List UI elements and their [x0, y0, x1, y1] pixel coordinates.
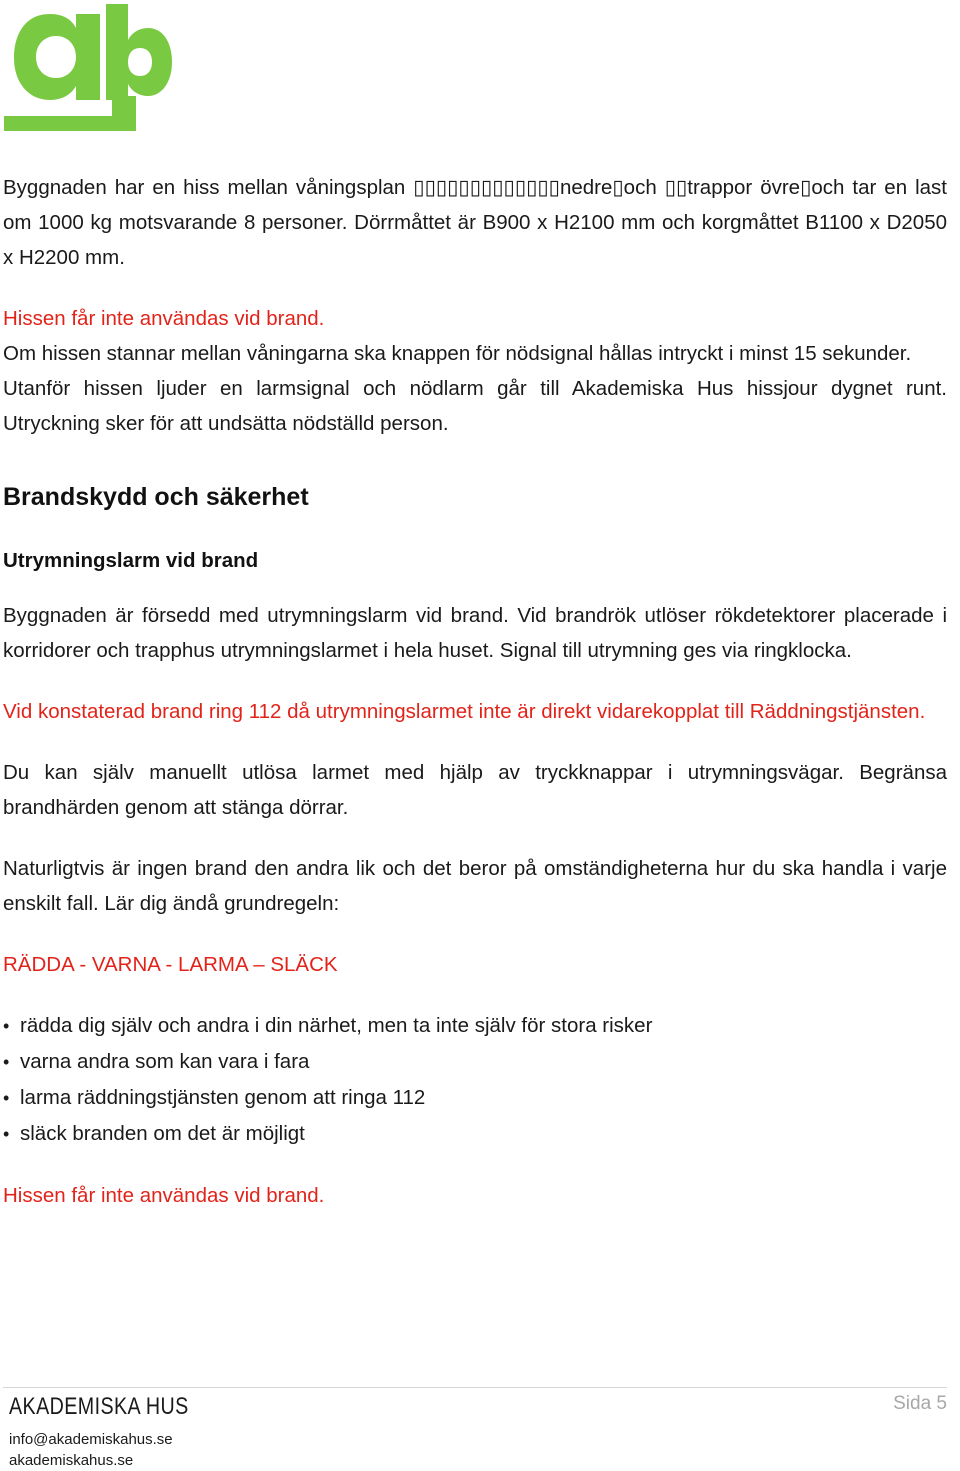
basic-rule-intro: Naturligtvis är ingen brand den andra lik och det beror på omständigheterna hur du ska handla i varje enskilt fall. Lär dig ändå grundregeln:: [3, 857, 947, 915]
list-item: • släck branden om det är möjligt: [3, 1116, 947, 1152]
akademiska-hus-logo: [2, 0, 174, 134]
bullet-icon: •: [3, 1052, 10, 1072]
list-item: • rädda dig själv och andra i din närhet, men ta inte själv för stora risker: [3, 1008, 947, 1044]
basic-rule: RÄDDA - VARNA - LARMA – SLÄCK: [3, 953, 338, 976]
call-112-warning: Vid konstaterad brand ring 112 då utrymningslarmet inte är direkt vidarekopplat till Räddningstjänsten.: [3, 700, 926, 723]
footer-brand: AKADEMISKA HUS: [9, 1393, 189, 1420]
lift-emergency-instruction: Om hissen stannar mellan våningarna ska knappen för nödsignal hållas intryckt i minst 15 sekunder.: [3, 342, 912, 365]
evacuation-alarm-description: Byggnaden är försedd med utrymningslarm vid brand. Vid brandrök utlöser rökdetektorer placerade i korridorer och trapphus utrymningslarmet i hela huset. Signal till utrymning ges via ringklocka.: [3, 604, 947, 662]
logo-letter-a: [14, 14, 100, 100]
section-title: Brandskydd och säkerhet: [3, 483, 309, 511]
document-body: [3, 170, 947, 1213]
footer-website[interactable]: akademiskahus.se: [9, 1452, 134, 1469]
final-lift-warning: Hissen får inte användas vid brand.: [3, 1184, 325, 1207]
lift-fire-warning: Hissen får inte användas vid brand.: [3, 307, 325, 330]
lift-alarm-info: Utanför hissen ljuder en larmsignal och nödlarm går till Akademiska Hus hissjour dygnet runt. Utryckning sker för att undsätta nödställd person.: [3, 377, 947, 435]
rule-steps-list: [3, 1008, 947, 1152]
list-item: • larma räddningstjänsten genom att ringa 112: [3, 1080, 947, 1116]
footer-contact: [9, 1429, 173, 1471]
bullet-icon: •: [3, 1088, 10, 1108]
logo-letter-p: [106, 4, 172, 100]
bullet-icon: •: [3, 1016, 10, 1036]
page-number: Sida 5: [893, 1393, 947, 1414]
bullet-icon: •: [3, 1124, 10, 1144]
footer-email[interactable]: info@akademiskahus.se: [9, 1431, 173, 1448]
manual-alarm-info: Du kan själv manuellt utlösa larmet med hjälp av tryckknappar i utrymningsvägar. Begränsa brandhärden genom att stänga dörrar.: [3, 761, 947, 819]
lift-description: Byggnaden har en hiss mellan våningsplan ▯▯▯▯▯▯▯▯▯▯▯▯▯nedre▯och ▯▯trappor övre▯och tar en last om 1000 kg motsvarande 8 personer. Dörrmåttet är B900 x H2100 mm och korgmåttet B1100 x D2050 x H2200 mm.: [3, 176, 947, 269]
list-item: • varna andra som kan vara i fara: [3, 1044, 947, 1080]
footer-divider: [3, 1387, 947, 1388]
subsection-title: Utrymningslarm vid brand: [3, 549, 259, 572]
logo-base-stroke: [4, 96, 136, 131]
